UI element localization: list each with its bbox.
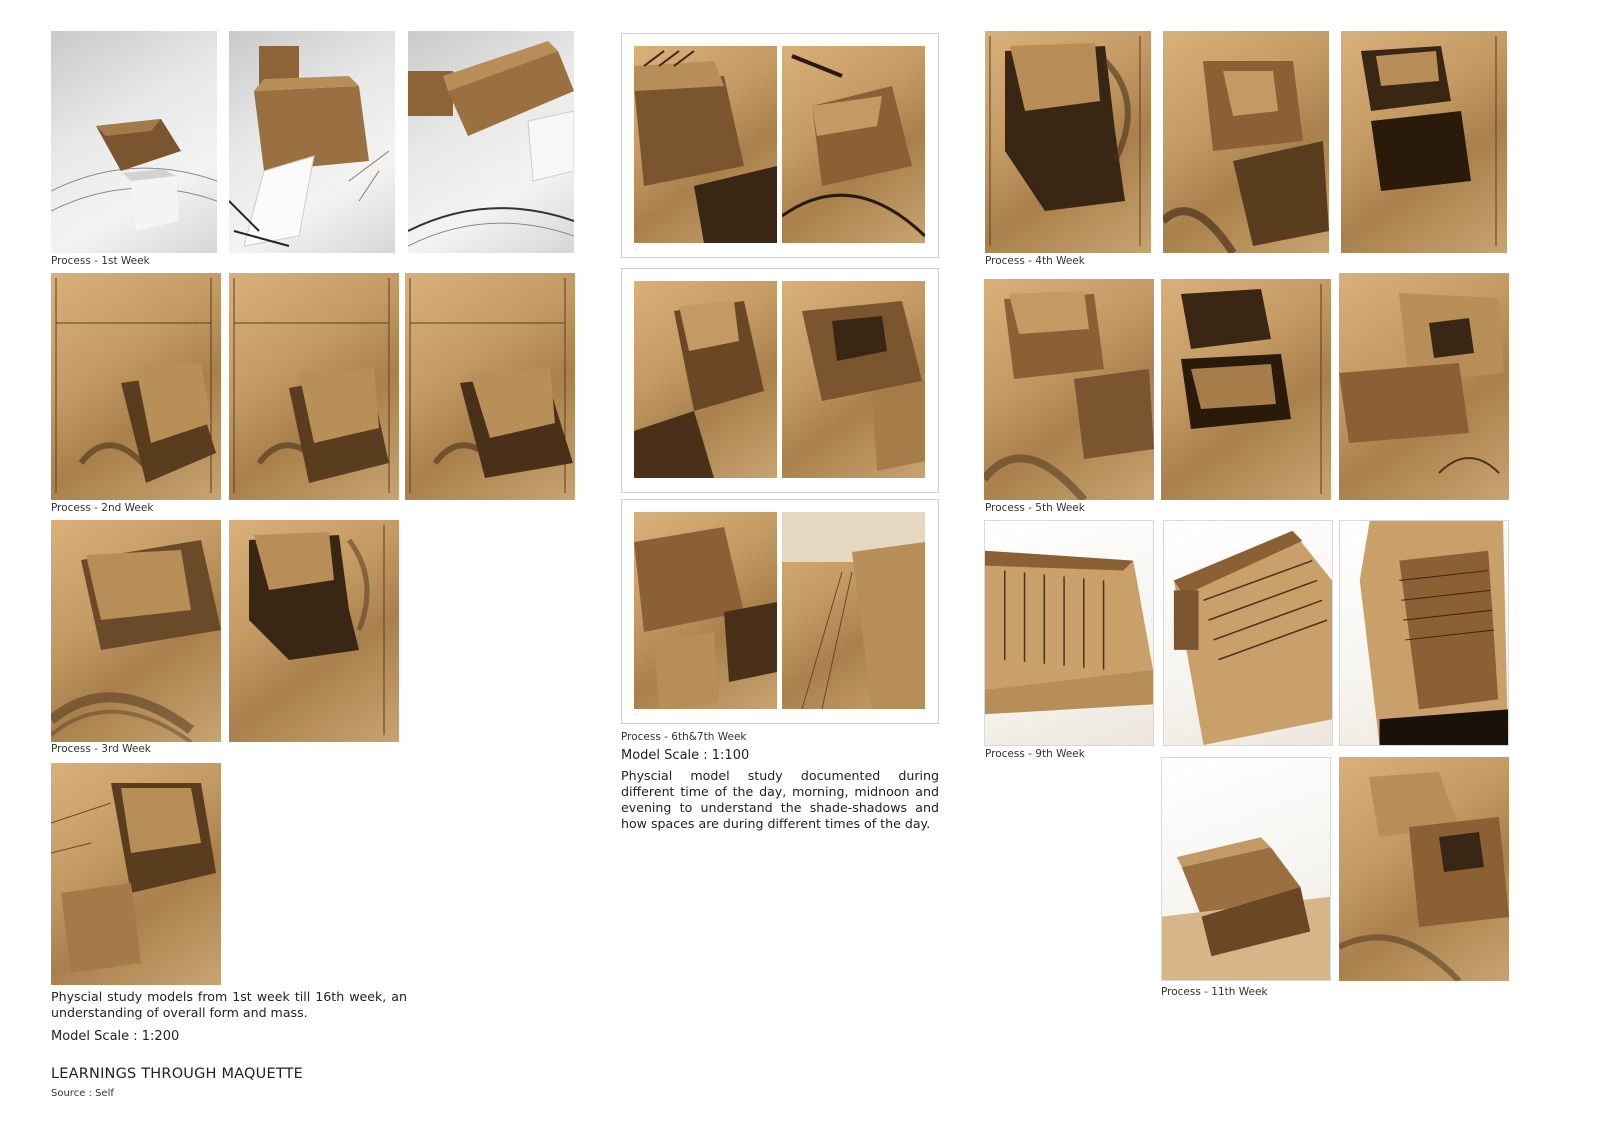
caption-week9: Process - 9th Week bbox=[985, 748, 1085, 760]
photo-timestamp: · bbox=[636, 712, 638, 717]
caption-week6-7: Process - 6th&7th Week bbox=[621, 731, 747, 743]
caption-week5: Process - 5th Week bbox=[985, 502, 1085, 514]
model-photo-week5-a bbox=[984, 279, 1154, 500]
time-study-panel-2 bbox=[621, 268, 939, 493]
model-photo-week16 bbox=[51, 763, 221, 985]
caption-week11: Process - 11th Week bbox=[1161, 986, 1268, 998]
model-photo-week11-a bbox=[1161, 757, 1331, 981]
time-study-panel-1 bbox=[621, 33, 939, 258]
model-photo-week9-b bbox=[1163, 520, 1333, 746]
time-study-photo-3a bbox=[634, 512, 777, 709]
caption-week4: Process - 4th Week bbox=[985, 255, 1085, 267]
model-photo-week9-c bbox=[1339, 520, 1509, 746]
time-study-photo-2b bbox=[782, 281, 925, 478]
caption-week2: Process - 2nd Week bbox=[51, 502, 154, 514]
caption-week1: Process - 1st Week bbox=[51, 255, 150, 267]
caption-week3: Process - 3rd Week bbox=[51, 743, 151, 755]
model-photo-week2-b bbox=[229, 273, 399, 500]
time-study-photo-1a bbox=[634, 46, 777, 243]
model-photo-week11-b bbox=[1339, 757, 1509, 981]
photo-timestamp: · bbox=[636, 246, 638, 251]
time-study-panel-3 bbox=[621, 499, 939, 724]
model-photo-week5-b bbox=[1161, 279, 1331, 500]
model-photo-week5-c bbox=[1339, 273, 1509, 500]
middle-model-scale: Model Scale : 1:100 bbox=[621, 748, 750, 763]
model-photo-week1-c bbox=[408, 31, 574, 253]
middle-description: Physcial model study documented during different time of the day, morning, midnoon and evening to understand the shade-shadows and how spaces are during different times of the day. bbox=[621, 768, 939, 831]
model-photo-week9-a bbox=[984, 520, 1154, 746]
page-title: LEARNINGS THROUGH MAQUETTE bbox=[51, 1066, 304, 1082]
model-photo-week4-c bbox=[1341, 31, 1507, 253]
model-photo-week4-b bbox=[1163, 31, 1329, 253]
left-description: Physcial study models from 1st week till 16th week, an understanding of overall form and mass. bbox=[51, 989, 407, 1020]
left-model-scale: Model Scale : 1:200 bbox=[51, 1029, 180, 1044]
model-photo-week3-b bbox=[229, 520, 399, 742]
time-study-photo-2a bbox=[634, 281, 777, 478]
source-note: Source : Self bbox=[51, 1088, 114, 1099]
model-photo-week1-a bbox=[51, 31, 217, 253]
model-photo-week1-b bbox=[229, 31, 395, 253]
time-study-photo-3b bbox=[782, 512, 925, 709]
model-photo-week2-c bbox=[405, 273, 575, 500]
model-photo-week2-a bbox=[51, 273, 221, 500]
model-photo-week3-a bbox=[51, 520, 221, 742]
time-study-photo-1b bbox=[782, 46, 925, 243]
model-photo-week4-a bbox=[985, 31, 1151, 253]
